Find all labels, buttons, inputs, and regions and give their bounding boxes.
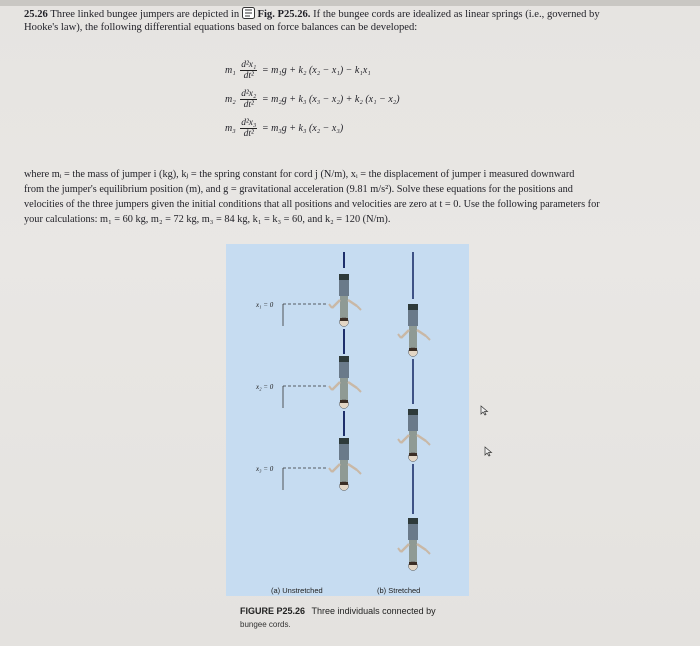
equation-1-numerator: d²x₁ [241,60,257,70]
label-x1-zero: x₁ = 0 [256,301,274,309]
description-line1: where mᵢ = the mass of jumper i (kg), kⱼ = the spring constant for cord j (N/m), xᵢ = the displacement of jumper i measured downward [24,169,575,180]
equation-3-numerator: d²x₃ [241,118,257,128]
figure-caption-text: Three individuals connected by [311,606,436,616]
jumper-3-unstretched [329,438,361,491]
equation-2-rhs: = m₂g + k₃ (x₃ − x₂) + k₂ (x₁ − x₂) [261,93,400,105]
equation-1-derivative [240,60,257,81]
equation-2-mass: m₂ [225,93,236,105]
figure-caption-line2: bungee cords. [240,620,291,629]
label-unstretched: (a) Unstretched [271,586,323,595]
jumper-2-unstretched [329,356,361,409]
bungee-diagram [226,244,469,596]
figure-reference-link[interactable]: Fig. P25.26. [257,9,311,20]
page-top-edge [0,0,700,6]
figure-caption-id: FIGURE P25.26 [240,606,306,616]
problem-number: 25.26 [24,9,48,20]
equation-1-rhs: = m₁g + k₂ (x₂ − x₁) − k₁x₁ [261,64,371,76]
jumper-2-stretched [398,409,430,462]
description-line2: from the jumper's equilibrium position (m), and g = gravitational acceleration (9.81 m/s²). Solve these equations for the positions and [24,184,573,195]
equation-3 [225,118,343,139]
pointer-arrow-icon [480,405,489,416]
jumper-3-stretched [398,518,430,571]
problem-intro: Three linked bungee jumpers are depicted in [50,9,240,20]
equation-3-denominator: dt² [243,129,254,139]
equation-1-mass: m₁ [225,64,236,76]
unstretched-reference-lines [283,304,326,490]
description-line4: your calculations: m₁ = 60 kg, m₂ = 72 kg, m₃ = 84 kg, k₁ = k₃ = 60, and k₂ = 120 (N/m). [24,214,391,225]
equation-2-denominator: dt² [243,100,254,110]
figure-caption [240,606,436,616]
problem-intro-end: If the bungee cords are idealized as linear springs (i.e., governed by [313,9,600,20]
equation-2-numerator: d²x₂ [241,89,257,99]
jumper-1-stretched [398,304,430,357]
equation-3-derivative [240,118,257,139]
equation-3-mass: m₃ [225,122,236,134]
equation-2-derivative [240,89,257,110]
ebook-link-icon[interactable] [242,7,255,19]
equation-1 [225,60,371,81]
jumper-1-unstretched [329,274,361,327]
equation-1-denominator: dt² [243,71,254,81]
description-line3: velocities of the three jumpers given the initial conditions that all positions and velocities are zero at t = 0. Use the following parameters for [24,199,600,210]
problem-statement-line2: Hooke's law), the following differential equations based on force balances can be developed: [24,22,418,33]
label-x2-zero: x₂ = 0 [256,383,274,391]
label-stretched: (b) Stretched [377,586,421,595]
bungee-figure [226,244,469,596]
equation-3-rhs: = m₃g + k₃ (x₂ − x₃) [261,122,344,134]
pointer-arrow-icon-2 [484,446,493,457]
equation-2 [225,89,400,110]
label-x3-zero: x₃ = 0 [256,465,274,473]
